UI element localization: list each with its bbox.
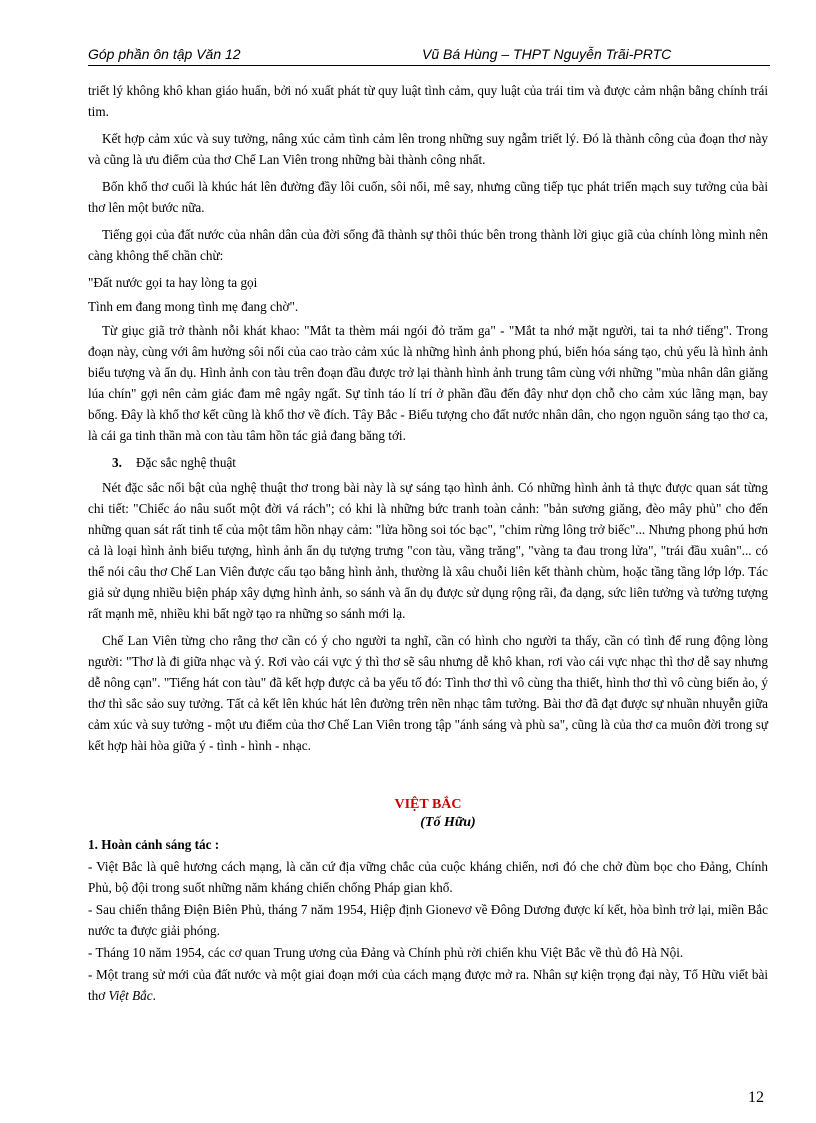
bullet-4-text: - Một trang sử mới của đất nước và một giai đoạn mới của cách mạng được mở ra. Nhân sự kiện trọng đại này, Tố Hữu viết bài thơ — [88, 966, 768, 1004]
page-number: 12 — [748, 1089, 764, 1106]
poem-title-block — [88, 796, 768, 832]
paragraph-4: Tiếng gọi của đất nước của nhân dân của đời sống đã thành sự thôi thúc bên trong thành lời giục giã của chính lòng mình nên càng không thể chần chừ: — [88, 227, 768, 263]
paragraph-7: Chế Lan Viên từng cho rằng thơ cần có ý cho người ta nghĩ, cần có hình cho người ta thấy, cần có tình để rung động lòng người: "Thơ là đi giữa nhạc và ý. Rơi vào cái vực ý thì thơ sẽ sâu nhưng dễ khô khan, rơi vào cái vực nhạc thì thơ dễ say nhưng dễ nông cạn". "Tiếng hát con tàu" đã kết hợp được cả ba yếu tố đó: Tình thơ thì vô cùng tha thiết, hình thơ thì vô cùng biến ảo, ý thơ thì sắc sảo suy tưởng. Tất cả kết lên khúc hát lên đường trên nền nhạc tâm tưởng. Bài thơ đã đạt được sự nhuần nhuyễn giữa cảm xúc và suy tưởng - một ưu điểm của thơ Chế Lan Viên trong tập "ánh sáng và phù sa", cũng là của thơ ca muôn đời trong sự kết hợp hài hòa giữa ý - tình - hình - nhạc. — [88, 633, 768, 753]
heading-number: 3. — [112, 455, 122, 470]
bullet-2: - Sau chiến thắng Điện Biên Phủ, tháng 7 năm 1954, Hiệp định Gionevơ về Đông Dương được kí kết, hòa bình trở lại, miền Bắc nước ta được giải phóng. — [88, 901, 768, 939]
bullet-3: - Tháng 10 năm 1954, các cơ quan Trung ương của Đảng và Chính phủ rời chiến khu Việt Bắc về thủ đô Hà Nội. — [88, 944, 684, 960]
bullet-4 — [88, 964, 768, 1007]
header-left-text: Góp phần ôn tập Văn 12 — [88, 46, 241, 62]
verse-line-1: "Đất nước gọi ta hay lòng ta gọi — [88, 275, 258, 290]
bullet-1: - Việt Bắc là quê hương cách mạng, là căn cứ địa vững chắc của cuộc kháng chiến, nơi đó che chở đùm bọc cho Đảng, Chính Phủ, bộ đội trong suốt những năm kháng chiến chống Pháp gian khổ. — [88, 858, 768, 896]
header-right-text: Vũ Bá Hùng – THPT Nguyễn Trãi-PRTC — [422, 46, 672, 62]
paragraph-6: Nét đặc sắc nổi bật của nghệ thuật thơ trong bài này là sự sáng tạo hình ảnh. Có những hình ảnh tả thực được quan sát từng chi tiết: "Chiếc áo nâu suốt một đời vá rách"; có khi là những bức tranh toàn cảnh: "bản sương giăng, đèo mây phủ" cho đến những quan sát rất tinh tế của một tâm hồn nhạy cảm: "lửa hồng soi tóc bạc", "chim rừng lông trở biếc"... Nhưng phong phú hơn cả là loại hình ảnh biểu tượng, hình ảnh ẩn dụ tượng trưng "con tàu, vầng trăng", "vàng ta đau trong lửa", "trái đầu xuân"... có thể nói câu thơ Chế Lan Viên được cấu tạo bằng hình ảnh, thường là xâu chuỗi liên kết thành chùm, hoặc tầng tầng lớp lớp. Tác giả sử dụng nhiều biện pháp xây dựng hình ảnh, so sánh và ẩn dụ được sử dụng rộng rãi, đa dạng, sức liên tưởng và tưởng tượng rất mạnh mẽ, nhiều khi bất ngờ tạo ra những so sánh mới lạ. — [88, 480, 768, 621]
bullet-4-end: . — [152, 988, 156, 1004]
section-heading-3 — [88, 452, 768, 473]
paragraph-5: Từ giục giã trở thành nỗi khát khao: "Mắt ta thèm mái ngói đỏ trăm ga" - "Mắt ta nhớ mặt người, tai ta nhớ tiếng". Trong đoạn này, cùng với âm hưởng sôi nổi của cao trào cảm xúc là những hình ảnh phong phú, biến hóa sáng tạo, chủ yếu là hình ảnh biểu tượng và ẩn dụ. Hình ảnh con tàu trên đoạn đầu được trở lại thành hình ảnh trung tâm cùng với những "mùa nhân dân giăng lúa chín" gợi nên cảm giác đam mê ngây ngất. Sự tỉnh táo lí trí ở phần đầu đến đây như dọn chỗ cho cảm xúc lãng mạn, bay bổng. Đây là khổ thơ kết cũng là khổ thơ về đích. Tây Bắc - Biểu tượng cho đất nước nhân dân, cho ngọn nguồn sáng tạo thơ ca, là cái ga tinh thần mà con tàu tâm hồn tác giả đang băng tới. — [88, 323, 768, 443]
page-content — [88, 80, 768, 1007]
paragraph-3: Bốn khổ thơ cuối là khúc hát lên đường đầy lôi cuốn, sôi nổi, mê say, nhưng cũng tiếp tục phát triển mạch suy tưởng của bài thơ lên một bước nữa. — [88, 179, 768, 215]
verse-line-2: Tình em đang mong tình mẹ đang chờ". — [88, 299, 299, 314]
section-context — [88, 834, 768, 1007]
section-title: 1. Hoàn cảnh sáng tác : — [88, 837, 220, 852]
page-header — [88, 46, 770, 66]
paragraph-2: Kết hợp cảm xúc và suy tưởng, nâng xúc cảm tình cảm lên trong những suy ngẫm triết lý. Đó là thành công của đoạn thơ này và cũng là ưu điểm của thơ Chế Lan Viên trong những bài thành công nhất. — [88, 131, 768, 167]
poem-title: VIỆT BẮC — [394, 797, 462, 812]
poem-author: (Tố Hữu) — [420, 815, 476, 830]
paragraph-1: triết lý không khô khan giáo huấn, bởi nó xuất phát từ quy luật tình cảm, quy luật của trái tim và được cảm nhận bằng chính trái tim. — [88, 83, 768, 119]
heading-text: Đặc sắc nghệ thuật — [136, 455, 236, 470]
bullet-4-italic: Việt Bắc — [108, 988, 153, 1004]
